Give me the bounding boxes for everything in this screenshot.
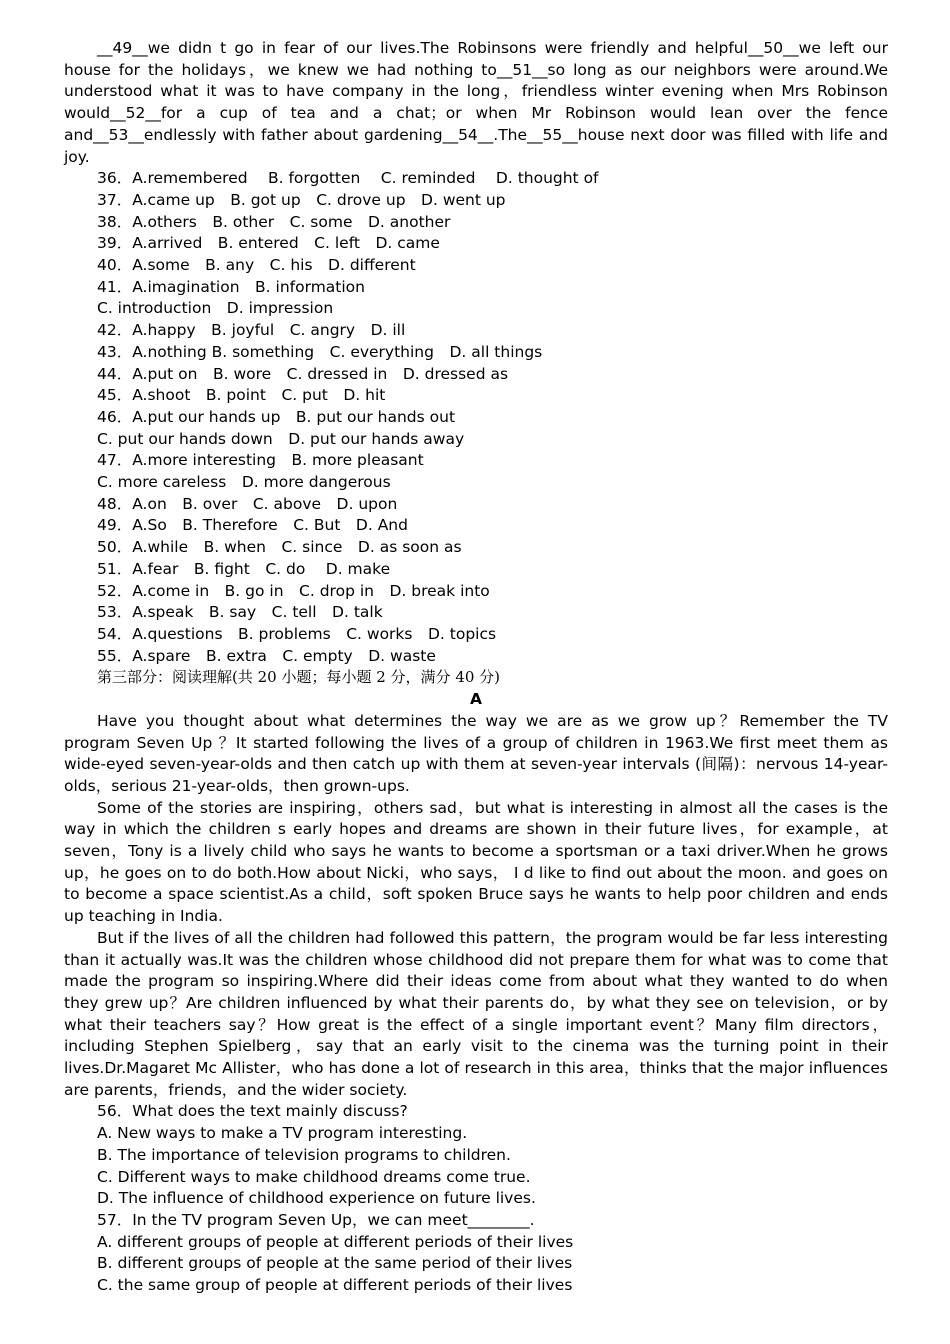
question-line: D. The influence of childhood experience on future lives. (97, 1189, 536, 1208)
question-line: A. different groups of people at different periods of their lives (97, 1232, 574, 1251)
question-line: B. different groups of people at the same period of their lives (97, 1254, 573, 1273)
section-heading: 第三部分：阅读理解(共 20 小题；每小题 2 分，满分 40 分) (97, 668, 501, 687)
option-line: 36．A.remembered B. forgotten C. reminded D. thought of (97, 169, 599, 188)
passage-paragraph: Some of the stories are inspiring，others sad，but what is interesting in almost all the cases is the way in which the children s early hopes and dreams are shown in their future lives，for example，at seven，Tony is a lively child who says he wants to become a sportsman or a taxi driver.When he grows up，he goes on to do both.How about Nicki，who says， I d like to find out about the moon. and goes on to become a space scientist.As a child，soft spoken Bruce says he wants to help poor children and ends up teaching in India. (64, 798, 888, 926)
question-line: 56．What does the text mainly discuss? (97, 1102, 408, 1121)
option-line: 38．A.others B. other C. some D. another (97, 212, 451, 231)
option-line: 42．A.happy B. joyful C. angry D. ill (97, 321, 406, 340)
option-line: 39．A.arrived B. entered C. left D. came (97, 234, 440, 253)
option-line: 50．A.while B. when C. since D. as soon as (97, 538, 462, 557)
option-line: 55．A.spare B. extra C. empty D. waste (97, 646, 436, 665)
option-line: 44．A.put on B. wore C. dressed in D. dressed as (97, 364, 509, 383)
option-line: 51．A.fear B. fight C. do D. make (97, 559, 391, 578)
passage-paragraph: Have you thought about what determines the way we are as we grow up？Remember the TV program Seven Up ？It started following the lives of a group of children in 1963.We first meet them as wide-eyed seven-year-olds and then catch up with them at seven-year intervals (间隔)：nervous 14-year-olds，serious 21-year-olds，then grown-ups. (64, 711, 888, 795)
option-line: 52．A.come in B. go in C. drop in D. break into (97, 581, 490, 600)
option-line: C. put our hands down D. put our hands away (97, 429, 465, 448)
option-line: 54．A.questions B. problems C. works D. topics (97, 624, 497, 643)
option-line: 45．A.shoot B. point C. put D. hit (97, 386, 386, 405)
option-line: 53．A.speak B. say C. tell D. talk (97, 603, 383, 622)
question-line: B. The importance of television programs to children. (97, 1145, 511, 1164)
option-line: 47．A.more interesting B. more pleasant (97, 451, 424, 470)
cloze-options (64, 168, 888, 667)
question-line: 57．In the TV program Seven Up，we can meet________. (97, 1210, 535, 1229)
option-line: 37．A.came up B. got up C. drove up D. went up (97, 190, 506, 209)
option-line: 49．A.So B. Therefore C. But D. And (97, 516, 408, 535)
reading-passage (64, 711, 888, 1102)
option-line: C. more careless D. more dangerous (97, 473, 391, 492)
option-line: 40．A.some B. any C. his D. different (97, 256, 416, 275)
question-line: C. the same group of people at different periods of their lives (97, 1276, 573, 1295)
option-line: 43．A.nothing B. something C. everything D. all things (97, 342, 543, 361)
question-line: C. Different ways to make childhood dreams come true. (97, 1167, 531, 1186)
passage-paragraph: But if the lives of all the children had followed this pattern，the program would be far less interesting than it actually was.It was the children whose childhood did not prepare them for what was to come that made the program so inspiring.Where did their ideas come from about what they wanted to do when they grew up？Are children influenced by what their parents do，by what they see on television，or by what their teachers say？How great is the effect of a single important event？Many film directors，including Stephen Spielberg，say that an early visit to the cinema was the turning point in their lives.Dr.Magaret Mc Allister，who has done a lot of research in this area，thinks that the major influences are parents，friends，and the wider society. (64, 928, 888, 1099)
exam-page (64, 38, 888, 1297)
option-line: C. introduction D. impression (97, 299, 334, 318)
option-line: 41．A.imagination B. information (97, 277, 365, 296)
option-line: 48．A.on B. over C. above D. upon (97, 494, 398, 513)
question-line: A. New ways to make a TV program interesting. (97, 1124, 468, 1143)
option-line: 46．A.put our hands up B. put our hands out (97, 407, 456, 426)
passage-label: A (470, 690, 482, 709)
reading-questions (64, 1101, 888, 1296)
cloze-passage-tail: __49__we didn t go in fear of our lives.The Robinsons were friendly and helpful__50__we left our house for the holidays，we knew we had nothing to__51__so long as our neighbors were around.We understood what it was to have company in the long，friendless winter evening when Mrs Robinson would__52__for a cup of tea and a chat；or when Mr Robinson would lean over the fence and__53__endlessly with father about gardening__54__.The__55__house next door was filled with life and joy. (64, 39, 888, 166)
